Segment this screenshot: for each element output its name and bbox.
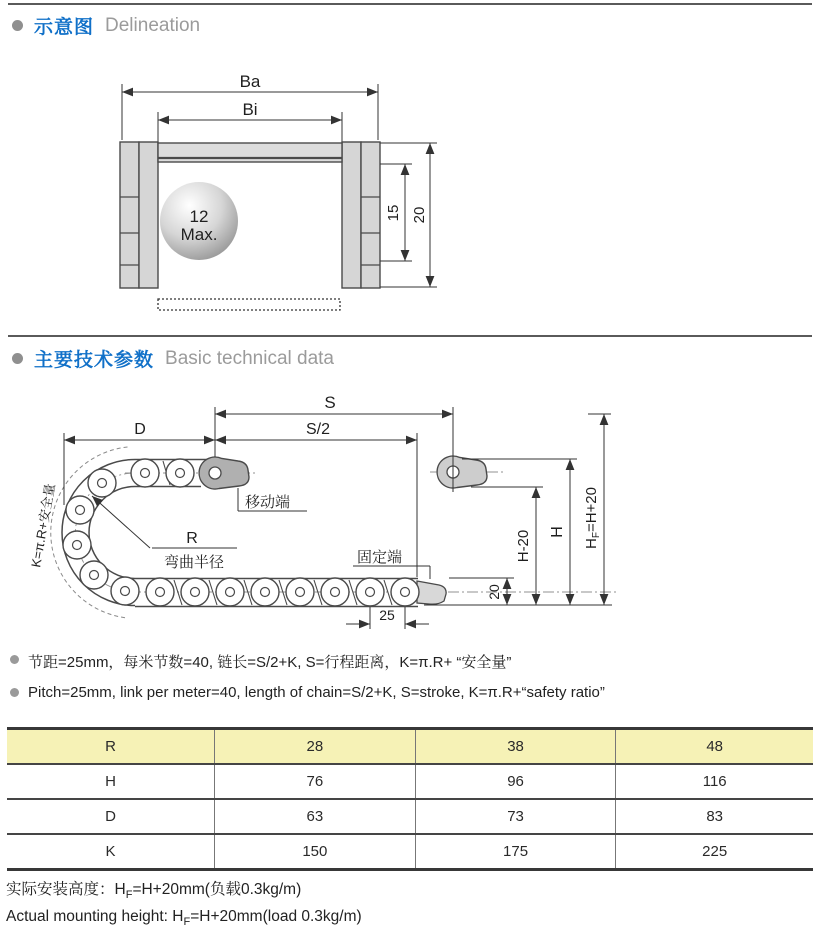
table-row-h	[7, 764, 813, 799]
table-row-k	[7, 834, 813, 870]
dim-h-label: H	[549, 526, 566, 538]
mounting-height-zh: 实际安装高度：$H_F=H+20mm$(负载0.3kg/m)	[6, 881, 302, 902]
table-cell: K	[7, 834, 215, 870]
mounting-height-note	[6, 879, 362, 933]
r-label: R	[186, 530, 198, 547]
table-cell: 225	[616, 834, 813, 870]
note-bullet-icon	[10, 655, 19, 664]
r-caption: 弯曲半径	[163, 554, 225, 571]
section-divider-top	[8, 3, 812, 5]
dim-s2-label: S/2	[305, 421, 331, 438]
section-header-delineation	[12, 12, 200, 39]
section-title-zh: 主要技术参数	[34, 350, 155, 371]
cross-section-drawing	[0, 60, 820, 330]
top-crossbar	[158, 143, 342, 162]
table-cell: 63	[215, 799, 416, 834]
table-cell: 48	[616, 729, 813, 765]
section-bullet-icon	[12, 353, 23, 364]
section-bullet-icon	[12, 20, 23, 31]
table-cell: 28	[215, 729, 416, 765]
base-strip-dotted	[158, 299, 340, 310]
dim-bi-label: Bi	[242, 100, 258, 119]
dim-25-label: 25	[379, 607, 395, 623]
plate-divisions	[120, 197, 380, 265]
table-row-d	[7, 799, 813, 834]
dim-h20-label: H-20	[515, 529, 532, 563]
fixed-end-label: 固定端	[357, 549, 403, 566]
fixed-end-leader	[353, 566, 430, 579]
dim-20r	[449, 578, 514, 605]
moving-end-bracket	[199, 457, 249, 489]
section-header-technical	[12, 345, 334, 372]
section-divider-mid	[8, 335, 812, 337]
note-en	[10, 684, 605, 701]
mounting-height-en: Actual mounting height: $H_F=H+20mm(load$ 0.3kg/m)	[6, 908, 362, 929]
centerlines	[76, 472, 617, 592]
table-cell: R	[7, 729, 215, 765]
technical-data-table	[7, 727, 813, 871]
note-en-text: Pitch=25mm, link per meter=40, length of chain=S/2+K, S=stroke, K=π.R+“safety ratio”	[28, 684, 605, 701]
ball-diameter-label: 12	[189, 207, 209, 226]
table-cell: 175	[415, 834, 616, 870]
dim-15-label: 15	[385, 204, 402, 222]
table-cell: 96	[415, 764, 616, 799]
ball-max-label: Max.	[180, 225, 218, 244]
dim-s-label: S	[324, 393, 336, 412]
table-cell: 73	[415, 799, 616, 834]
table-cell: 83	[616, 799, 813, 834]
side-plates	[120, 142, 380, 288]
dim-hf-label: $H_F=H+20$	[583, 487, 602, 549]
fixed-end-bracket	[417, 581, 446, 604]
dim-d-label: D	[134, 421, 146, 438]
fixed-end-mount-bracket	[437, 456, 487, 488]
table-cell: 38	[415, 729, 616, 765]
dim-ba-label: Ba	[239, 72, 261, 91]
note-zh	[10, 651, 511, 672]
table-cell: H	[7, 764, 215, 799]
chain-side-view-drawing	[0, 378, 820, 650]
note-bullet-icon	[10, 688, 19, 697]
section-title-en: Basic technical data	[165, 347, 335, 369]
section-title-en: Delineation	[105, 14, 201, 36]
table-cell: 76	[215, 764, 416, 799]
r-leader	[92, 496, 150, 548]
moving-end-label: 移动端	[245, 494, 291, 511]
table-cell: 116	[616, 764, 813, 799]
table-cell: 150	[215, 834, 416, 870]
note-zh-text: 节距=25mm，每米节数=40, 链长=S/2+K, S=行程距离，K=π.R+ “安全量”	[28, 654, 512, 671]
dim-20-label: 20	[411, 206, 428, 224]
table-row-r	[7, 729, 813, 765]
dim-20r-label: 20	[486, 584, 502, 600]
moving-end-pin	[209, 467, 221, 479]
section-title-zh: 示意图	[34, 17, 95, 38]
k-formula-label: K=π.R+安全量	[28, 482, 58, 569]
table-cell: D	[7, 799, 215, 834]
